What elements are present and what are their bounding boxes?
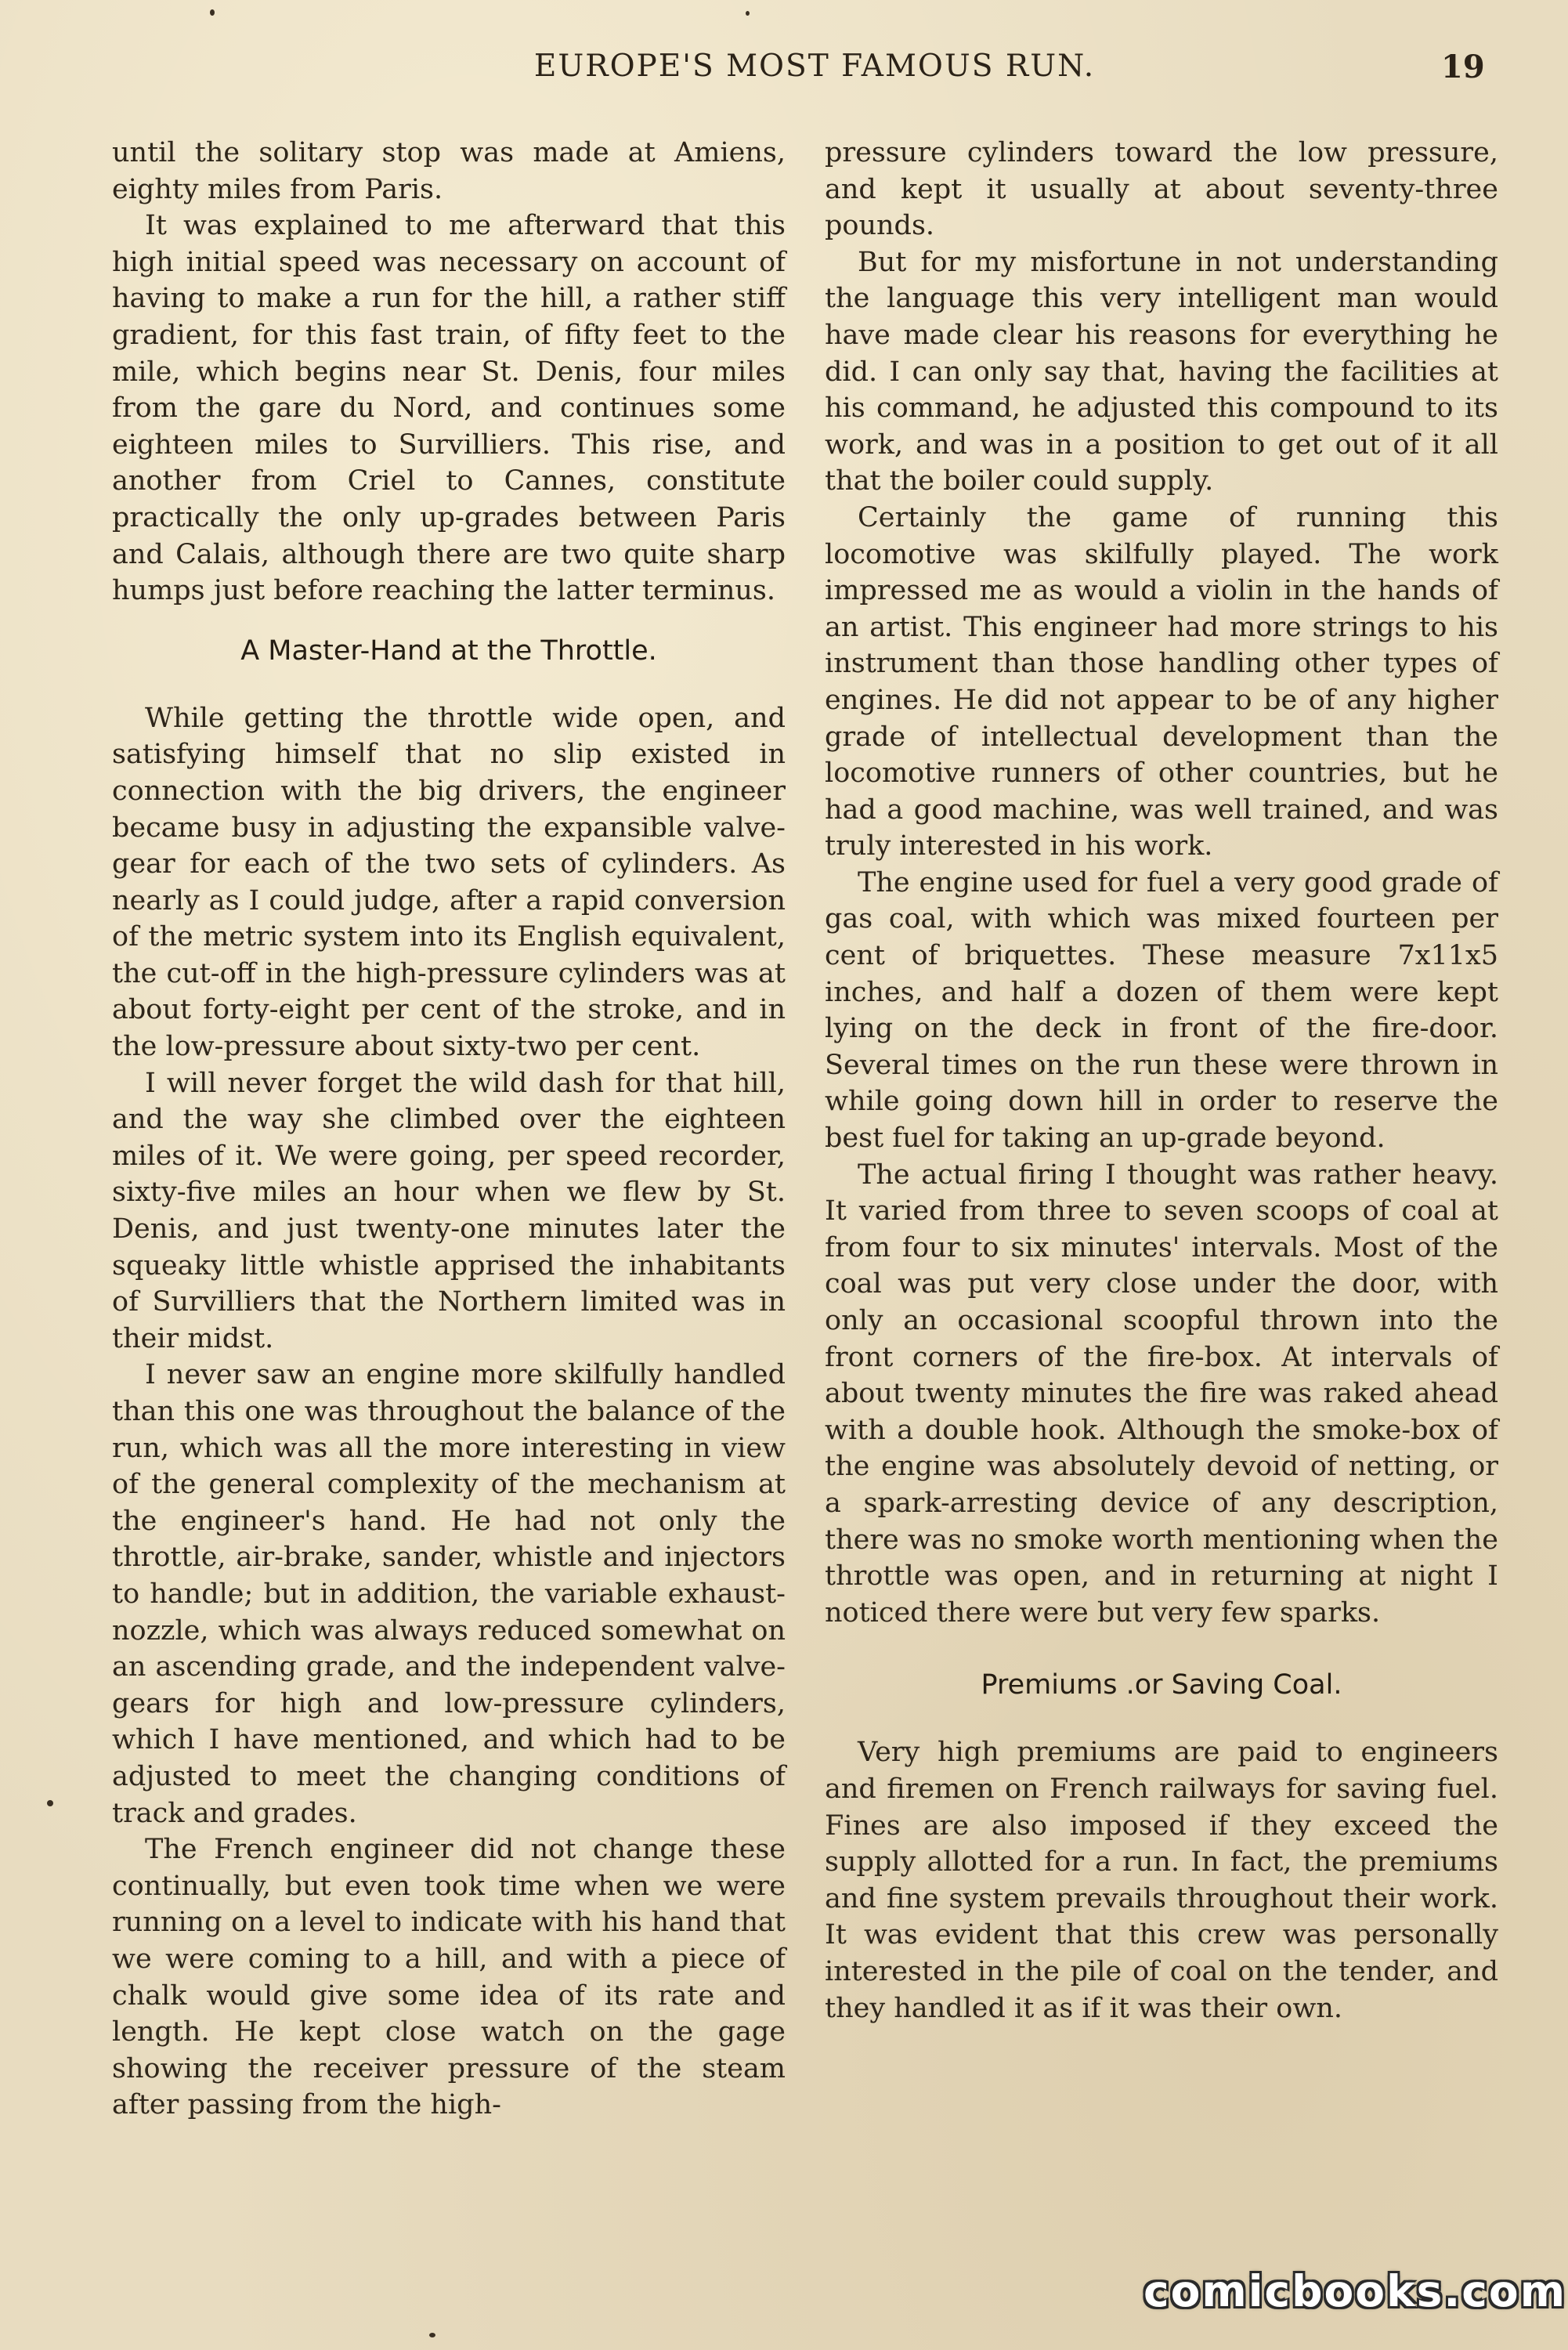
print-speck bbox=[746, 11, 750, 16]
section-heading: Premiums .or Saving Coal. bbox=[981, 1669, 1342, 1701]
paragraph: Certainly the game of running this locomotive was skilfully played. The work impressed me as would a violin in the hands of an artist. This engineer had more strings to his instrument than those handling other types of engines. He did not appear to be of any higher grade of intellectual development than the locomotive runners of other countries, but he had a good machine, was well trained, and was truly interested in his work. bbox=[825, 501, 1498, 862]
print-speck bbox=[47, 1800, 53, 1806]
section-heading: A Master-Hand at the Throttle. bbox=[240, 634, 657, 667]
left-column bbox=[112, 135, 786, 2124]
print-speck bbox=[429, 2333, 435, 2337]
paragraph: until the solitary stop was made at Amiens, eighty miles from Paris. bbox=[112, 137, 786, 205]
paragraph: But for my misfortune in not understanding the language this very intelligent man would have made clear his reasons for everything he did. I can only say that, having the facilities at his command, he adjusted this compound to its work, and was in a position to get out of it all that the boiler could supply. bbox=[825, 246, 1498, 497]
paragraph: The actual firing I thought was rather heavy. It varied from three to seven scoops of coal at from four to six minutes' intervals. Most of the coal was put very close under the door, with only an occasional scoopful thrown into the front corners of the fire-box. At intervals of about twenty minutes the fire was raked ahead with a double hook. Although the smoke-box of the engine was absolutely devoid of netting, or a spark-arresting device of any description, there was no smoke worth mentioning when the throttle was open, and in returning at night I noticed there were but very few sparks. bbox=[825, 1159, 1498, 1629]
paragraph: Very high premiums are paid to engineers and firemen on French railways for saving fuel. Fines are also imposed if they exceed the supply allotted for a run. In fact, the premiums and fine system prevails throughout their work. It was evident that this crew was personally interested in the pile of coal on the tender, and they handled it as if it was their own. bbox=[825, 1737, 1498, 2024]
paragraph: The engine used for fuel a very good grade of gas coal, with which was mixed fourteen per cent of briquettes. These measure 7x11x5 inches, and half a dozen of them were kept lying on the deck in front of the fire-door. Several times on the run these were thrown in while going down hill in order to reserve the best fuel for taking an up-grade beyond. bbox=[825, 866, 1498, 1155]
paragraph: I never saw an engine more skilfully handled than this one was throughout the balance of the run, which was all the more interesting in view of the general complexity of the mechanism at the engineer's hand. He had not only the throttle, air-brake, sander, whistle and injectors to handle; but in addition, the variable exhaust-nozzle, which was always reduced somewhat on an ascending grade, and the independent valve-gears for high and low-pressure cylinders, which I have mentioned, and which had to be adjusted to meet the changing conditions of track and grades. bbox=[112, 1359, 786, 1829]
paragraph: pressure cylinders toward the low pressure, and kept it usually at about seventy-three pounds. bbox=[825, 137, 1498, 242]
running-head: EUROPE'S MOST FAMOUS RUN. bbox=[533, 49, 1096, 84]
page-number: 19 bbox=[1441, 49, 1485, 85]
paragraph: I will never forget the wild dash for that hill, and the way she climbed over the eighteen miles of it. We were going, per speed recorder, sixty-five miles an hour when we flew by St. Denis, and just twenty-one minutes later the squeaky little whistle apprised the inhabitants of Survilliers that the Northern limited was in their midst. bbox=[112, 1067, 786, 1354]
right-column bbox=[825, 135, 1498, 2026]
watermark-logo: comicbooks.com bbox=[1143, 2266, 1566, 2316]
paragraph: It was explained to me afterward that this high initial speed was necessary on account of having to make a run for the hill, a rather stiff gradient, for this fast train, of fifty feet to the mile, which begins near St. Denis, four miles from the gare du Nord, and continues some eighteen miles to Survilliers. This rise, and another from Criel to Cannes, constitute practically the only up-grades between Paris and Calais, although there are two quite sharp humps just before reaching the latter terminus. bbox=[112, 210, 786, 607]
paragraph: While getting the throttle wide open, and satisfying himself that no slip existed in connection with the big drivers, the engineer became busy in adjusting the expansible valve-gear for each of the two sets of cylinders. As nearly as I could judge, after a rapid conversion of the metric system into its English equivalent, the cut-off in the high-pressure cylinders was at about forty-eight per cent of the stroke, and in the low-pressure about sixty-two per cent. bbox=[112, 702, 786, 1063]
paragraph: The French engineer did not change these continually, but even took time when we were running on a level to indicate with his hand that we were coming to a hill, and with a piece of chalk would give some idea of its rate and length. He kept close watch on the gage showing the receiver pressure of the steam after passing from the high- bbox=[112, 1834, 786, 2121]
print-speck bbox=[210, 9, 215, 16]
